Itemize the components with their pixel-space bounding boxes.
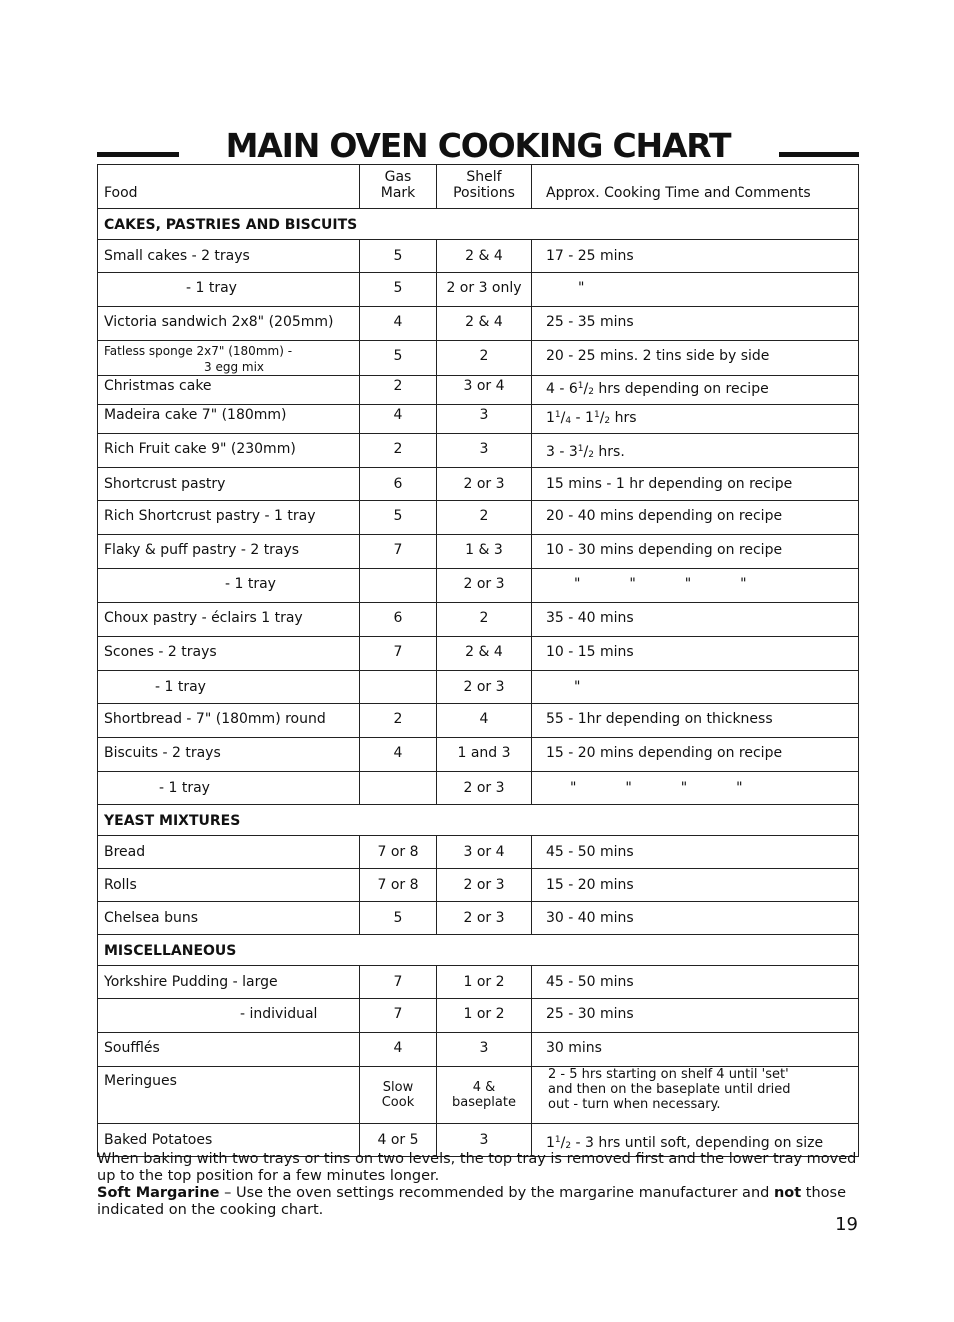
food-cell: Meringues (98, 1067, 360, 1124)
gas-cell: 4 (360, 307, 437, 341)
time-cell: 25 - 30 mins (532, 999, 859, 1033)
time-cell: 10 - 15 mins (532, 637, 859, 671)
shelf-cell: 3 (437, 1124, 532, 1157)
food-cell: Choux pastry - éclairs 1 tray (98, 603, 360, 637)
shelf-cell: 2 or 3 (437, 869, 532, 902)
header-cooking-time: Approx. Cooking Time and Comments (532, 165, 859, 209)
food-cell: Shortbread - 7" (180mm) round (98, 704, 360, 738)
food-cell: Rich Fruit cake 9" (230mm) (98, 434, 360, 468)
gas-cell: 2 (360, 704, 437, 738)
table-row (98, 772, 859, 805)
gas-cell: 7 or 8 (360, 869, 437, 902)
gas-cell (360, 671, 437, 704)
shelf-cell: 3 or 4 (437, 376, 532, 405)
shelf-cell: 2 or 3 (437, 902, 532, 935)
section-heading: CAKES, PASTRIES AND BISCUITS (98, 209, 859, 240)
time-cell: 15 - 20 mins depending on recipe (532, 738, 859, 772)
shelf-cell: 2 or 3 (437, 671, 532, 704)
time-cell: 30 mins (532, 1033, 859, 1067)
time-cell: " " " " (532, 569, 859, 603)
shelf-cell: 4 & baseplate (437, 1067, 532, 1124)
title-rule-right (779, 152, 859, 157)
shelf-cell: 2 (437, 341, 532, 376)
gas-cell: 4 (360, 405, 437, 434)
food-cell: Soufflés (98, 1033, 360, 1067)
food-cell: Flaky & puff pastry - 2 trays (98, 535, 360, 569)
gas-cell: 5 (360, 341, 437, 376)
table-row (98, 966, 859, 999)
table-row (98, 341, 859, 376)
time-cell: $1^1/_2 - 3$ hrs until soft, depending on size (532, 1124, 859, 1157)
gas-cell: 4 or 5 (360, 1124, 437, 1157)
shelf-cell: 2 or 3 (437, 569, 532, 603)
shelf-cell: 1 and 3 (437, 738, 532, 772)
table-header-row (98, 165, 859, 209)
time-cell: 55 - 1hr depending on thickness (532, 704, 859, 738)
table-row (98, 836, 859, 869)
food-cell: - individual (98, 999, 360, 1033)
time-cell: " (532, 671, 859, 704)
gas-cell: 4 (360, 1033, 437, 1067)
page-title: MAIN OVEN COOKING CHART (225, 126, 731, 165)
section-heading: YEAST MIXTURES (98, 805, 859, 836)
gas-cell: 2 (360, 376, 437, 405)
chart-notes (97, 1151, 862, 1219)
two-tray-note: When baking with two trays or tins on two levels, the top tray is removed first and the lower tray moved up to the top position for a few minutes longer. (97, 1151, 857, 1184)
time-cell: $1^1/_4 - 1^1/_2$ hrs (532, 405, 859, 434)
gas-cell (360, 569, 437, 603)
time-cell: $4 - 6^1/_2$ hrs depending on recipe (532, 376, 859, 405)
time-cell: " " " " (532, 772, 859, 805)
cooking-chart-table (97, 164, 859, 1157)
gas-cell: 5 (360, 273, 437, 307)
page-number: 19 (835, 1214, 858, 1235)
food-cell: Yorkshire Pudding - large (98, 966, 360, 999)
food-cell: - 1 tray (98, 273, 360, 307)
time-cell: 2 - 5 hrs starting on shelf 4 until 'set' and then on the baseplate until dried out - turn when necessary. (532, 1067, 859, 1124)
gas-cell: 4 (360, 738, 437, 772)
gas-cell: Slow Cook (360, 1067, 437, 1124)
table-row (98, 738, 859, 772)
table-row (98, 273, 859, 307)
gas-cell: 7 (360, 999, 437, 1033)
table-row (98, 535, 859, 569)
section-row-yeast (98, 805, 859, 836)
time-cell: 15 mins - 1 hr depending on recipe (532, 468, 859, 501)
table-row (98, 671, 859, 704)
time-cell: 25 - 35 mins (532, 307, 859, 341)
table-row (98, 405, 859, 434)
time-cell: $3 - 3^1/_2$ hrs. (532, 434, 859, 468)
food-cell: Baked Potatoes (98, 1124, 360, 1157)
shelf-cell: 2 & 4 (437, 307, 532, 341)
food-cell: Fatless sponge 2x7" (180mm) - 3 egg mix (98, 341, 360, 376)
food-cell: Scones - 2 trays (98, 637, 360, 671)
title-block (97, 126, 859, 166)
shelf-cell: 2 & 4 (437, 637, 532, 671)
shelf-cell: 4 (437, 704, 532, 738)
time-cell: 45 - 50 mins (532, 836, 859, 869)
table-row (98, 1033, 859, 1067)
header-food: Food (98, 165, 360, 209)
time-cell: 30 - 40 mins (532, 902, 859, 935)
food-cell: Small cakes - 2 trays (98, 240, 360, 273)
food-cell: Bread (98, 836, 360, 869)
shelf-cell: 2 (437, 501, 532, 535)
time-cell: 17 - 25 mins (532, 240, 859, 273)
table-row (98, 434, 859, 468)
gas-cell: 7 (360, 637, 437, 671)
food-cell: Christmas cake (98, 376, 360, 405)
food-cell: Madeira cake 7" (180mm) (98, 405, 360, 434)
shelf-cell: 2 or 3 (437, 772, 532, 805)
shelf-cell: 2 or 3 (437, 468, 532, 501)
food-cell: - 1 tray (98, 671, 360, 704)
header-shelf-positions: Shelf Positions (437, 165, 532, 209)
table-row (98, 501, 859, 535)
table-row (98, 637, 859, 671)
gas-cell: 7 or 8 (360, 836, 437, 869)
time-cell: 20 - 25 mins. 2 tins side by side (532, 341, 859, 376)
time-cell: 10 - 30 mins depending on recipe (532, 535, 859, 569)
food-cell: - 1 tray (98, 772, 360, 805)
time-cell: 20 - 40 mins depending on recipe (532, 501, 859, 535)
food-cell: Shortcrust pastry (98, 468, 360, 501)
food-cell: Chelsea buns (98, 902, 360, 935)
gas-cell: 5 (360, 240, 437, 273)
shelf-cell: 3 or 4 (437, 836, 532, 869)
table-row (98, 1067, 859, 1124)
shelf-cell: 2 (437, 603, 532, 637)
shelf-cell: 1 & 3 (437, 535, 532, 569)
table-row (98, 704, 859, 738)
shelf-cell: 3 (437, 1033, 532, 1067)
food-cell: Rolls (98, 869, 360, 902)
gas-cell: 2 (360, 434, 437, 468)
section-row-cakes (98, 209, 859, 240)
table-row (98, 468, 859, 501)
table-row (98, 376, 859, 405)
gas-cell: 7 (360, 535, 437, 569)
gas-cell: 7 (360, 966, 437, 999)
table-row (98, 869, 859, 902)
food-cell: Victoria sandwich 2x8" (205mm) (98, 307, 360, 341)
table-row (98, 999, 859, 1033)
table-row (98, 902, 859, 935)
table-row (98, 240, 859, 273)
food-cell: Biscuits - 2 trays (98, 738, 360, 772)
gas-cell: 6 (360, 603, 437, 637)
shelf-cell: 3 (437, 405, 532, 434)
table-row (98, 307, 859, 341)
soft-margarine-note: Soft Margarine – Use the oven settings recommended by the margarine manufacturer and not those indicated on the cooking chart. (97, 1185, 847, 1218)
header-gas-mark: Gas Mark (360, 165, 437, 209)
shelf-cell: 1 or 2 (437, 966, 532, 999)
section-row-misc (98, 935, 859, 966)
table-row (98, 569, 859, 603)
gas-cell: 6 (360, 468, 437, 501)
shelf-cell: 1 or 2 (437, 999, 532, 1033)
food-cell: Rich Shortcrust pastry - 1 tray (98, 501, 360, 535)
food-cell: - 1 tray (98, 569, 360, 603)
time-cell: 15 - 20 mins (532, 869, 859, 902)
shelf-cell: 2 & 4 (437, 240, 532, 273)
time-cell: " (532, 273, 859, 307)
table-row (98, 603, 859, 637)
shelf-cell: 3 (437, 434, 532, 468)
gas-cell (360, 772, 437, 805)
time-cell: 35 - 40 mins (532, 603, 859, 637)
shelf-cell: 2 or 3 only (437, 273, 532, 307)
section-heading: MISCELLANEOUS (98, 935, 859, 966)
gas-cell: 5 (360, 501, 437, 535)
gas-cell: 5 (360, 902, 437, 935)
time-cell: 45 - 50 mins (532, 966, 859, 999)
